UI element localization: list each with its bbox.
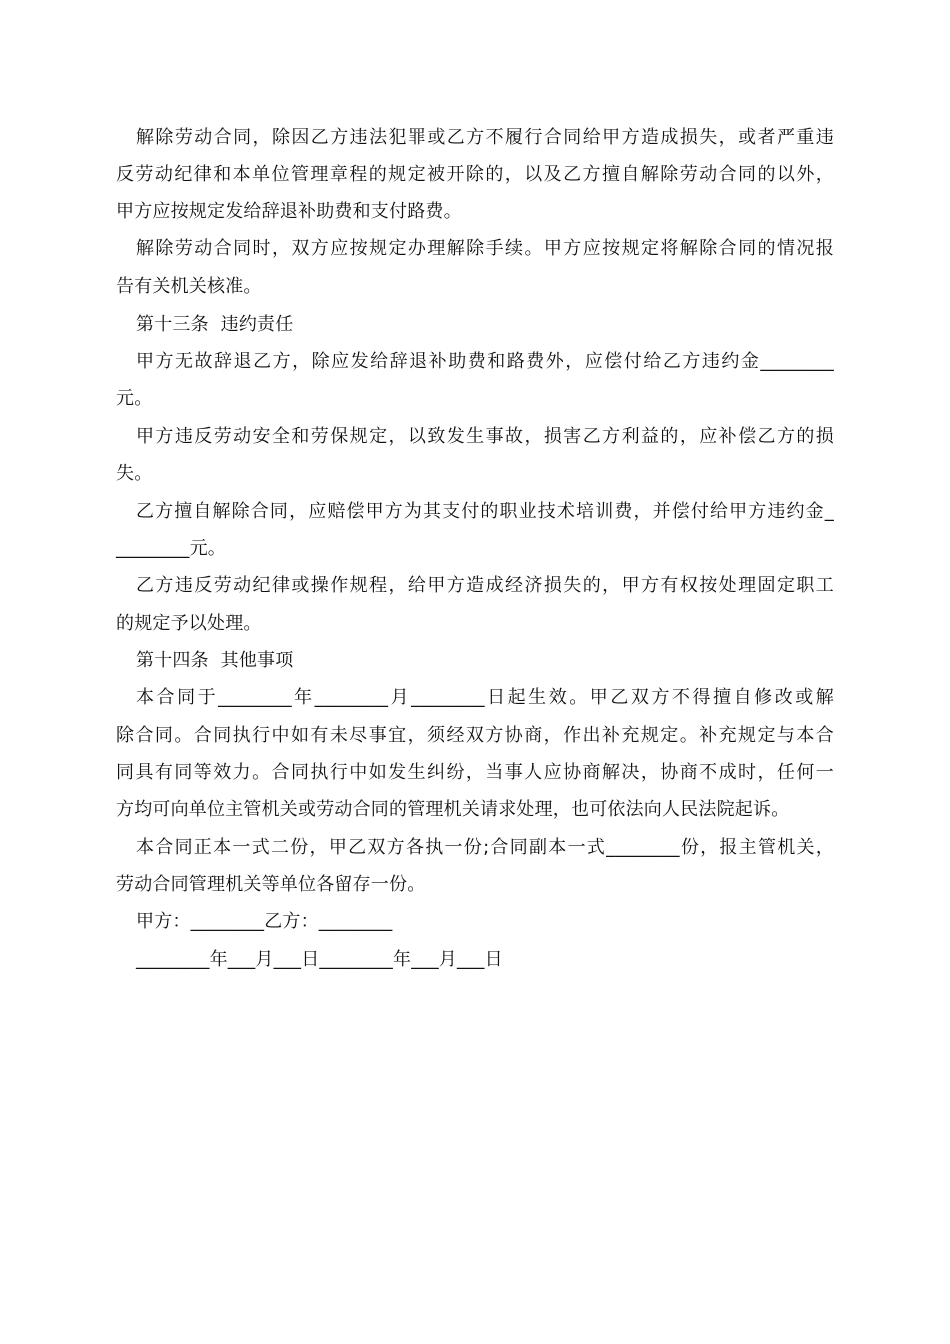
paragraph-line: 本合同于________年________月________日起生效。甲乙双方不得擅自修改或解: [136, 687, 834, 708]
paragraph-line: 失。: [116, 463, 153, 484]
paragraph-line: 甲方违反劳动安全和劳保规定，以致发生事故，损害乙方利益的，应补偿乙方的损: [136, 426, 834, 447]
section-heading: 第十三条 违约责任: [136, 314, 294, 335]
paragraph-line: 的规定予以处理。: [116, 613, 262, 634]
paragraph-line: 乙方擅自解除合同，应赔偿甲方为其支付的职业技术培训费，并偿付给甲方违约金_: [136, 501, 834, 522]
paragraph-line: ________元。: [116, 538, 226, 559]
paragraph-line: 劳动合同管理机关等单位各留存一份。: [116, 874, 426, 895]
paragraph-line: 除合同。合同执行中如有未尽事宜，须经双方协商，作出补充规定。补充规定与本合: [116, 725, 834, 746]
paragraph-line: 方均可向单位主管机关或劳动合同的管理机关请求处理，也可依法向人民法院起诉。: [116, 799, 790, 820]
date-line: ________年___月___日________年___月___日: [136, 949, 503, 970]
paragraph-line: 反劳动纪律和本单位管理章程的规定被开除的，以及乙方擅自解除劳动合同的以外，: [116, 164, 834, 185]
paragraph-line: 乙方违反劳动纪律或操作规程，给甲方造成经济损失的，甲方有权按处理固定职工: [136, 575, 834, 596]
paragraph-line: 甲方无故辞退乙方，除应发给辞退补助费和路费外，应偿付给乙方违约金________: [136, 351, 834, 372]
section-heading: 第十四条 其他事项: [136, 650, 294, 671]
paragraph-line: 本合同正本一式二份，甲乙双方各执一份;合同副本一式________份，报主管机关，: [136, 837, 834, 858]
paragraph-line: 元。: [116, 388, 153, 409]
paragraph-line: 解除劳动合同，除因乙方违法犯罪或乙方不履行合同给甲方造成损失，或者严重违: [136, 127, 834, 148]
paragraph-line: 解除劳动合同时，双方应按规定办理解除手续。甲方应按规定将解除合同的情况报: [136, 238, 834, 259]
paragraph-line: 同具有同等效力。合同执行中如发生纠纷，当事人应协商解决，协商不成时，任何一: [116, 762, 834, 783]
paragraph-line: 甲方应按规定发给辞退补助费和支付路费。: [116, 201, 462, 222]
paragraph-line: 告有关机关核准。: [116, 276, 262, 297]
signature-line: 甲方：________乙方：________: [136, 911, 393, 932]
